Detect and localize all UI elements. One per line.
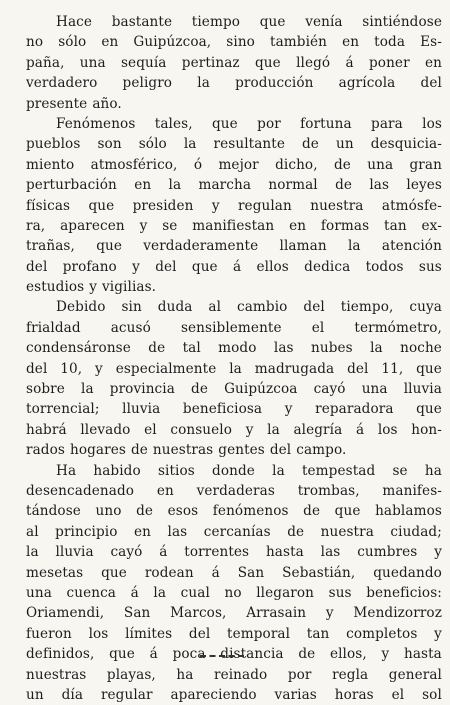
text-line: Oriamendi, San Marcos, Arrasain y Mendizorroz [26,605,442,622]
text-line: del profano y del que á ellos dedica todos sus [26,258,442,275]
paragraph-2 [26,114,442,298]
text-line: Ha habido sitios donde la tempestad se ha [56,462,442,479]
text-line: ra, aparecen y se manifiestan en formas tan ex- [26,217,442,234]
text-line: miento atmosférico, ó mejor dicho, de una gran [26,156,442,173]
text-line: definidos, que á poca distancia de ellos, y hasta [26,646,442,663]
text-line: Hace bastante tiempo que venía sintiéndose [56,14,442,30]
text-line: paña, una sequía pertinaz que llegó á poner en [26,54,442,71]
text-line: la lluvia cayó á torrentes hasta las cumbres y [26,544,442,561]
text-line: fueron los límites del temporal tan completos y [26,625,442,642]
text-line: estudios y vigilias. [26,279,157,296]
newspaper-column [26,12,442,705]
text-line: mesetas que rodean á San Sebastián, quedando [26,564,442,581]
paragraph-4 [26,461,442,705]
text-line: desencadenado en verdaderas trombas, manifes- [26,482,442,499]
bottom-divider [200,655,244,657]
text-line: Debido sin duda al cambio del tiempo, cuya [56,299,442,316]
paragraph-3 [26,297,442,460]
text-line: al principio en las cercanías de nuestra ciudad; [26,523,442,540]
text-line: físicas que presiden y regulan nuestra atmósfe- [26,197,442,214]
text-line: presente año. [26,95,122,112]
text-line: un día regular apareciendo varias horas el sol [26,686,442,703]
text-line: una cuenca á la cual no llegaron sus beneficios: [26,584,442,601]
text-line: no sólo en Guipúzcoa, sino también en toda Es- [26,34,442,51]
text-line: torrencial; lluvia beneficiosa y reparadora que [26,401,442,418]
paragraph-1 [26,12,442,114]
text-line: condensáronse de tal modo las nubes la noche [26,340,442,357]
text-line: frialdad acusó sensiblemente el termómetro, [26,319,442,336]
text-line: Fenómenos tales, que por fortuna para los [56,115,442,132]
text-line: habrá llevado el consuelo y la alegría á los hon- [26,421,442,438]
text-line: trañas, que verdaderamente llaman la atención [26,238,442,255]
text-line: tándose uno de esos fenómenos de que hablamos [26,503,442,520]
text-line: perturbación en la marcha normal de las leyes [26,177,442,194]
text-line: rados hogares de nuestras gentes del campo. [26,442,347,459]
text-line: pueblos son sólo la resultante de un desquicia- [26,136,442,153]
text-line: sobre la provincia de Guipúzcoa cayó una lluvia [26,381,442,398]
text-line: del 10, y especialmente la madrugada del 11, que [26,360,442,377]
text-line: verdadero peligro la producción agrícola del [26,75,442,92]
text-line: nuestras playas, ha reinado por regla general [26,666,442,683]
